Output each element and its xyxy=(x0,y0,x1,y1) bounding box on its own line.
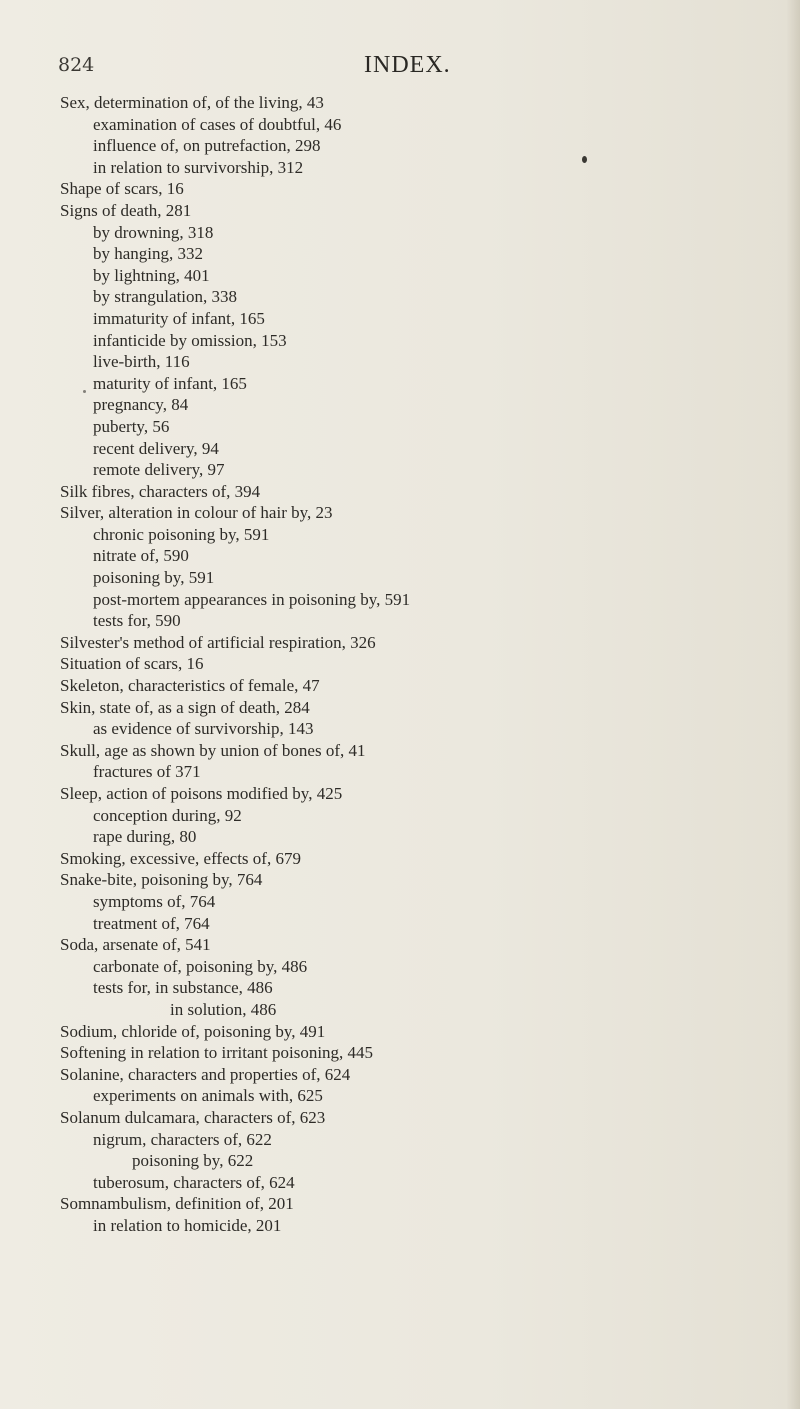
index-subentry: by lightning, 401 xyxy=(93,265,210,285)
index-subentry: by strangulation, 338 xyxy=(93,287,238,307)
page-number: 824 xyxy=(58,54,95,76)
index-subentry: in solution, 486 xyxy=(170,999,277,1019)
index-subentry: post-mortem appearances in poisoning by, 591 xyxy=(93,589,411,609)
index-subentry: experiments on animals with, 625 xyxy=(93,1086,323,1106)
running-title: INDEX. xyxy=(364,52,451,78)
page-header xyxy=(58,52,738,82)
index-entry: Skin, state of, as a sign of death, 284 xyxy=(60,697,310,717)
index-subentry: by hanging, 332 xyxy=(93,244,204,264)
index-subentry: conception during, 92 xyxy=(93,805,242,825)
index-subentry: by drowning, 318 xyxy=(93,222,214,242)
index-subentry: treatment of, 764 xyxy=(93,913,210,933)
index-subentry: in relation to homicide, 201 xyxy=(93,1215,282,1235)
index-entry: Sleep, action of poisons modified by, 425 xyxy=(60,784,343,803)
index-entry: Silvester's method of artificial respiration, 326 xyxy=(60,632,376,652)
index-entry: Shape of scars, 16 xyxy=(60,179,184,199)
index-subentry: poisoning by, 591 xyxy=(93,568,215,588)
index-subentry: influence of, on putrefaction, 298 xyxy=(93,136,321,156)
index-entry: Sex, determination of, of the living, 43 xyxy=(60,93,324,112)
index-entry: Soda, arsenate of, 541 xyxy=(60,935,211,955)
index-entries xyxy=(60,92,760,1236)
index-subentry: chronic poisoning by, 591 xyxy=(93,524,270,544)
index-entry: Solanum dulcamara, characters of, 623 xyxy=(60,1107,326,1127)
index-subentry: rape during, 80 xyxy=(93,827,197,847)
index-subentry: recent delivery, 94 xyxy=(93,438,219,458)
index-subentry: infanticide by omission, 153 xyxy=(93,330,287,350)
index-entry: Softening in relation to irritant poisoning, 445 xyxy=(60,1043,374,1063)
index-entry: Skeleton, characteristics of female, 47 xyxy=(60,676,320,696)
index-entry: Signs of death, 281 xyxy=(60,200,192,220)
index-entry: Sodium, chloride of, poisoning by, 491 xyxy=(60,1021,326,1041)
index-entry: Situation of scars, 16 xyxy=(60,654,204,674)
index-subentry: pregnancy, 84 xyxy=(93,395,189,415)
index-entry: Smoking, excessive, effects of, 679 xyxy=(60,848,301,868)
index-subentry: tests for, 590 xyxy=(93,611,181,631)
index-subentry: immaturity of infant, 165 xyxy=(93,308,265,328)
index-entry: Solanine, characters and properties of, 624 xyxy=(60,1064,351,1084)
index-subentry: symptoms of, 764 xyxy=(93,891,216,911)
index-subentry: live-birth, 116 xyxy=(93,352,190,372)
index-entry: Snake-bite, poisoning by, 764 xyxy=(60,870,263,890)
index-subentry: tuberosum, characters of, 624 xyxy=(93,1172,295,1192)
index-entry: Skull, age as shown by union of bones of, 41 xyxy=(60,740,366,760)
index-subentry: poisoning by, 622 xyxy=(132,1151,254,1171)
index-subentry: nitrate of, 590 xyxy=(93,546,189,566)
index-subentry: nigrum, characters of, 622 xyxy=(93,1129,272,1149)
index-subentry: tests for, in substance, 486 xyxy=(93,978,273,998)
index-subentry: puberty, 56 xyxy=(93,416,170,436)
index-entry: Silk fibres, characters of, 394 xyxy=(60,481,261,501)
index-subentry: carbonate of, poisoning by, 486 xyxy=(93,956,308,976)
print-speck xyxy=(83,390,86,393)
index-entry: Somnambulism, definition of, 201 xyxy=(60,1194,294,1214)
index-subentry: as evidence of survivorship, 143 xyxy=(93,719,314,739)
index-subentry: examination of cases of doubtful, 46 xyxy=(93,114,342,134)
index-subentry: maturity of infant, 165 xyxy=(93,373,247,393)
index-entry: Silver, alteration in colour of hair by, 23 xyxy=(60,503,333,523)
index-subentry: fractures of 371 xyxy=(93,762,201,782)
index-subentry: remote delivery, 97 xyxy=(93,460,225,480)
page-edge-shadow xyxy=(786,0,800,1409)
print-speck xyxy=(582,156,587,163)
index-subentry: in relation to survivorship, 312 xyxy=(93,157,304,177)
